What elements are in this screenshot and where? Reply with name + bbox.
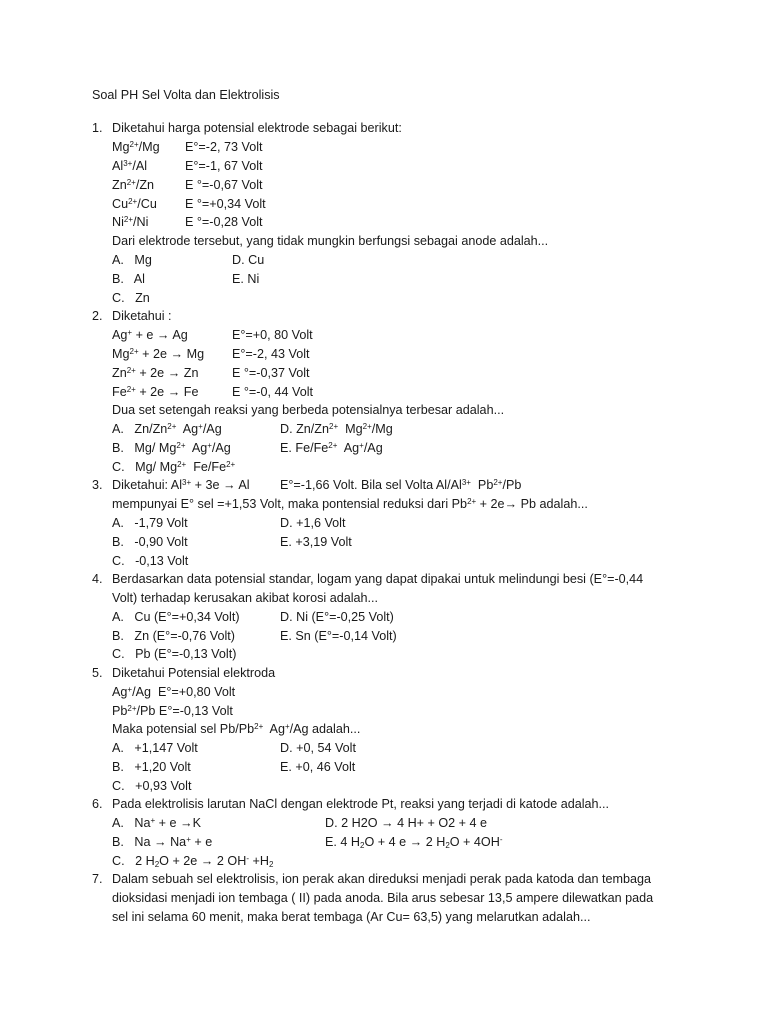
q1-pair-value: E °=-0,28 Volt	[185, 215, 263, 229]
q2-option-a: A. $Zn/Zn^{2+}$ Ag+/Ag	[112, 422, 222, 436]
q6-option-a: A. Na+ + e →K	[112, 816, 202, 830]
q3-option-a: A. -1,79 Volt	[112, 516, 188, 530]
q1-pair-label: $Ni^{2+}/Ni$	[112, 215, 149, 229]
q1-option-b: B. Al	[112, 272, 145, 286]
q6-option-d: D. 2 H2O → 4 H+ + O2 + 4 e	[325, 816, 488, 830]
q5-option-a: A. +1,147 Volt	[112, 741, 198, 755]
q1-question: Dari elektrode tersebut, yang tidak mungkin berfungsi sebagai anode adalah...	[112, 234, 549, 248]
q5-question: Maka potensial sel $Pb/Pb^{2+}$ Ag+/Ag adalah...	[112, 722, 361, 736]
q3-number: 3.	[92, 478, 103, 492]
page-title: Soal PH Sel Volta dan Elektrolisis	[92, 88, 280, 102]
q2-reaction-value: E °=-0,37 Volt	[232, 366, 310, 380]
q5-number: 5.	[92, 666, 103, 680]
q5-option-b: B. +1,20 Volt	[112, 760, 191, 774]
q1-option-c: C. Zn	[112, 291, 150, 305]
q1-pair-value: E °=-0,67 Volt	[185, 178, 263, 192]
q6-number: 6.	[92, 797, 103, 811]
q5-option-d: D. +0, 54 Volt	[280, 741, 356, 755]
q4-number: 4.	[92, 572, 103, 586]
q2-reaction-value: E°=-2, 43 Volt	[232, 347, 310, 361]
q2-option-c: C. Mg/ $Mg^{2+}$ $Fe/Fe^{2+}$	[112, 460, 236, 474]
q6-stem: Pada elektrolisis larutan NaCl dengan elektrode Pt, reaksi yang terjadi di katode adalah...	[112, 797, 610, 811]
q1-pair-label: $Zn^{2+}/Zn$	[112, 178, 155, 192]
q2-reaction-value: E°=+0, 80 Volt	[232, 328, 313, 342]
q4-option-c: C. Pb (E°=-0,13 Volt)	[112, 647, 237, 661]
q7-stem-line2: dioksidasi menjadi ion tembaga ( II) pada anoda. Bila arus sebesar 13,5 ampere dilewatkan pada	[112, 891, 654, 905]
q2-reaction: $Fe^{2+} + 2e \to Fe$	[112, 385, 199, 399]
q2-stem: Diketahui :	[112, 309, 172, 323]
q1-pair-value: E°=-2, 73 Volt	[185, 140, 263, 154]
q5-option-c: C. +0,93 Volt	[112, 779, 192, 793]
q3-option-d: D. +1,6 Volt	[280, 516, 346, 530]
q5-stem: Diketahui Potensial elektroda	[112, 666, 276, 680]
q1-pair-label: $Cu^{2+}/Cu$	[112, 197, 157, 211]
q1-option-a: A. Mg	[112, 253, 152, 267]
q1-pair-value: E°=-1, 67 Volt	[185, 159, 263, 173]
q6-option-b: B. Na → Na+ + e	[112, 835, 213, 849]
q4-option-a: A. Cu (E°=+0,34 Volt)	[112, 610, 240, 624]
q4-option-e: E. Sn (E°=-0,14 Volt)	[280, 629, 397, 643]
q2-question: Dua set setengah reaksi yang berbeda potensialnya terbesar adalah...	[112, 403, 505, 417]
q3-option-b: B. -0,90 Volt	[112, 535, 188, 549]
q2-option-d: D. $Zn/Zn^{2+}$ $Mg^{2+}/Mg$	[280, 422, 393, 436]
q1-pair-label: $Al^{3+}/Al$	[112, 159, 148, 173]
q5-data-ag: Ag+/Ag E°=+0,80 Volt	[112, 685, 236, 699]
q4-stem-line1: Berdasarkan data potensial standar, logam yang dapat dipakai untuk melindungi besi (E°=-0,44	[112, 572, 644, 586]
q1-option-e: E. Ni	[232, 272, 260, 286]
q2-reaction: $Zn^{2+} + 2e \to Zn$	[112, 366, 199, 380]
q3-stem-part1: Diketahui: $Al^{3+} + 3e \to Al$	[112, 478, 250, 492]
q1-stem: Diketahui harga potensial elektrode sebagai berikut:	[112, 121, 402, 135]
q2-reaction: Ag+ + e → Ag	[112, 328, 188, 342]
q5-option-e: E. +0, 46 Volt	[280, 760, 356, 774]
q1-option-d: D. Cu	[232, 253, 265, 267]
q7-number: 7.	[92, 872, 103, 886]
q3-stem-line2: mempunyai E° sel =+1,53 Volt, maka pontensial reduksi dari $Pb^{2+} + 2e\to Pb$ adalah...	[112, 497, 588, 511]
q2-option-b: B. Mg/ $Mg^{2+}$ Ag+/Ag	[112, 441, 231, 455]
q3-option-e: E. +3,19 Volt	[280, 535, 352, 549]
q7-stem-line1: Dalam sebuah sel elektrolisis, ion perak akan direduksi menjadi perak pada katoda dan tembaga	[112, 872, 652, 886]
q6-option-c: C. 2 $H_2O + 2e \to 2$ $OH^- +H_2$	[112, 854, 274, 869]
q7-stem-line3: sel ini selama 60 menit, maka berat tembaga (Ar Cu= 63,5) yang melarutkan adalah...	[112, 910, 591, 924]
q5-data-pb: $Pb^{2+}/Pb$ E°=-0,13 Volt	[112, 704, 233, 718]
q6-option-e: E. 4 $H_2O + 4$ e → 2 $H_2O + 4OH^-$	[325, 835, 503, 850]
q4-stem-line2: Volt) terhadap kerusakan akibat korosi adalah...	[112, 591, 379, 605]
q4-option-d: D. Ni (E°=-0,25 Volt)	[280, 610, 394, 624]
q3-stem-part2: E°=-1,66 Volt. Bila sel Volta $Al/Al^{3+}$ $Pb^{2+}/Pb$	[280, 478, 522, 492]
q1-pair-label: $Mg^{2+}/Mg$	[112, 140, 160, 154]
q2-option-e: E. $Fe/Fe^{2+}$ Ag+/Ag	[280, 441, 383, 455]
q3-option-c: C. -0,13 Volt	[112, 554, 189, 568]
q2-number: 2.	[92, 309, 103, 323]
q2-reaction: $Mg^{2+} + 2e \to Mg$	[112, 347, 205, 361]
q4-option-b: B. Zn (E°=-0,76 Volt)	[112, 629, 235, 643]
q1-pair-value: E °=+0,34 Volt	[185, 197, 266, 211]
q1-number: 1.	[92, 121, 103, 135]
q2-reaction-value: E °=-0, 44 Volt	[232, 385, 313, 399]
